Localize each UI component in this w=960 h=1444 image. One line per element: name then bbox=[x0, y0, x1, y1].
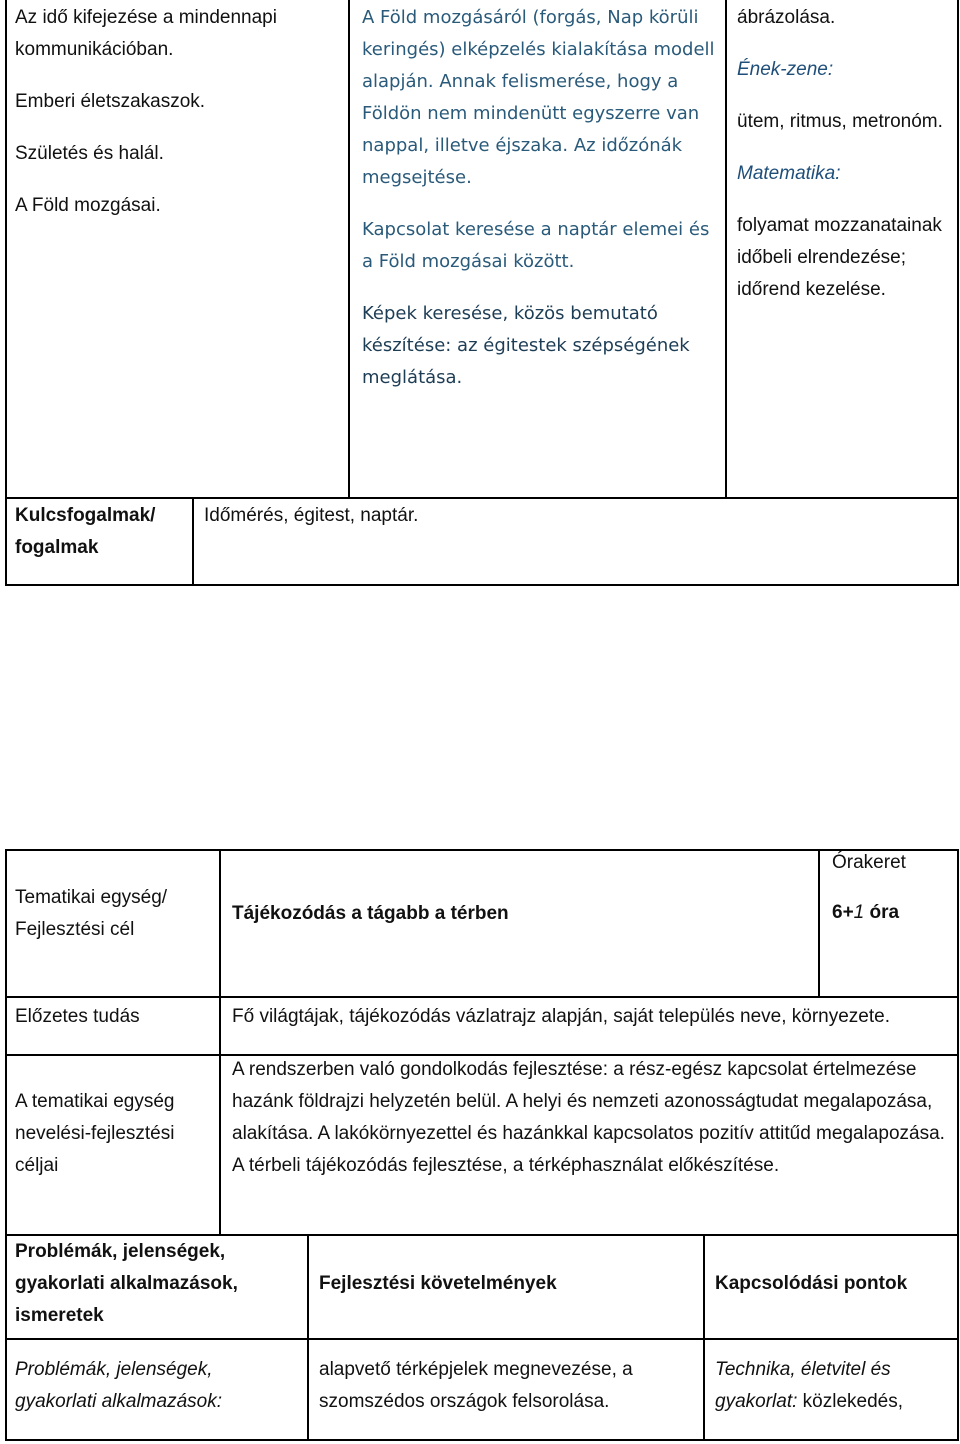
b-top-border bbox=[5, 849, 959, 851]
hours bbox=[832, 897, 952, 929]
enek-label: Ének-zene: bbox=[737, 59, 834, 80]
kapcs-italic: Technika, életvitel és gyakorlat: bbox=[715, 1359, 891, 1412]
b-title-div-2 bbox=[818, 849, 820, 997]
row-kovetelmenyek: alapvető térképjelek megnevezése, a szomszédos országok felsorolása. bbox=[319, 1359, 633, 1412]
col2-para-3: Képek keresése, közös bemutató készítése: az égitestek szépségének meglátása. bbox=[362, 303, 690, 388]
top-row-sep bbox=[5, 497, 959, 499]
orakeret-label: Órakeret bbox=[832, 852, 906, 873]
col1-line-2: Emberi életszakaszok. bbox=[15, 91, 206, 112]
celok-value: A rendszerben való gondolkodás fejlesztése: a rész-egész kapcsolat értelmezése hazánk földrajzi helyzetén belül. A helyi és nemzeti azonosságtudat megalapozása, alakítása. A lakókörnyezettel és hazánkkal kapcsolatos pozitív attitűd megalapozása. A térbeli tájékozódás fejlesztése, a térképhasználat előkészítése. bbox=[232, 1059, 945, 1176]
col1-line-3: Születés és halál. bbox=[15, 143, 164, 164]
col2-para-1: A Föld mozgásáról (forgás, Nap körüli keringés) elképzelés kialakítása modell alapján. Annak felismerése, hogy a Földön nem mindenütt egyszerre van nappal, illetve éjszaka. Az időzónák megsejtése. bbox=[362, 7, 715, 188]
hours-unit: óra bbox=[869, 902, 900, 923]
col2-para-2: Kapcsolat keresése a naptár elemei és a Föld mozgásai között. bbox=[362, 219, 710, 272]
col1-line-1: Az idő kifejezése a mindennapi kommunikációban. bbox=[15, 7, 277, 60]
celok-label: A tematikai egység nevelési-fejlesztési céljai bbox=[15, 1091, 175, 1176]
b-title-div-1 bbox=[219, 849, 221, 1235]
b-row-sep-4 bbox=[5, 1338, 959, 1340]
kulcsfogalmak-value: Időmérés, égitest, naptár. bbox=[204, 505, 419, 526]
kulcsfogalmak-label: Kulcsfogalmak/ fogalmak bbox=[15, 505, 156, 558]
row-kapcsolodasi bbox=[715, 1354, 953, 1418]
elozetes-label: Előzetes tudás bbox=[15, 1006, 140, 1027]
hdr-kapcsolodasi: Kapcsolódási pontok bbox=[715, 1273, 908, 1294]
enek-text: ütem, ritmus, metronóm. bbox=[737, 111, 943, 132]
tematikai-label: Tematikai egység/ Fejlesztési cél bbox=[15, 887, 168, 940]
kulcs-div bbox=[192, 497, 194, 586]
top-bottom-border bbox=[5, 584, 959, 586]
top-div-2 bbox=[725, 0, 727, 498]
elozetes-value: Fő világtájak, tájékozódás vázlatrajz alapján, saját település neve, környezete. bbox=[232, 1006, 890, 1027]
top-col2 bbox=[362, 2, 720, 394]
hdr-kovetelmenyek: Fejlesztési követelmények bbox=[319, 1273, 557, 1294]
hours-main: 6+ bbox=[832, 902, 854, 923]
b-row-sep-1 bbox=[5, 996, 959, 998]
b-right-border bbox=[957, 849, 959, 1441]
hours-extra: 1 bbox=[853, 902, 865, 923]
row-problemak: Problémák, jelenségek, gyakorlati alkalmazások: bbox=[15, 1359, 222, 1412]
col3-intro: ábrázolása. bbox=[737, 7, 836, 28]
top-col1 bbox=[15, 2, 340, 222]
top-div-1 bbox=[348, 0, 350, 498]
hdr-problemak: Problémák, jelenségek, gyakorlati alkalmazások, ismeretek bbox=[15, 1241, 238, 1326]
matematika-text: folyamat mozzanatainak időbeli elrendezése; időrend kezelése. bbox=[737, 215, 942, 300]
top-col3 bbox=[737, 2, 952, 306]
b-left-border bbox=[5, 849, 7, 1441]
b-bottom-border bbox=[5, 1439, 959, 1441]
unit-title: Tájékozódás a tágabb a térben bbox=[232, 903, 509, 924]
kapcs-text: közlekedés, bbox=[797, 1391, 903, 1412]
col1-line-4: A Föld mozgásai. bbox=[15, 195, 161, 216]
matematika-label: Matematika: bbox=[737, 163, 841, 184]
